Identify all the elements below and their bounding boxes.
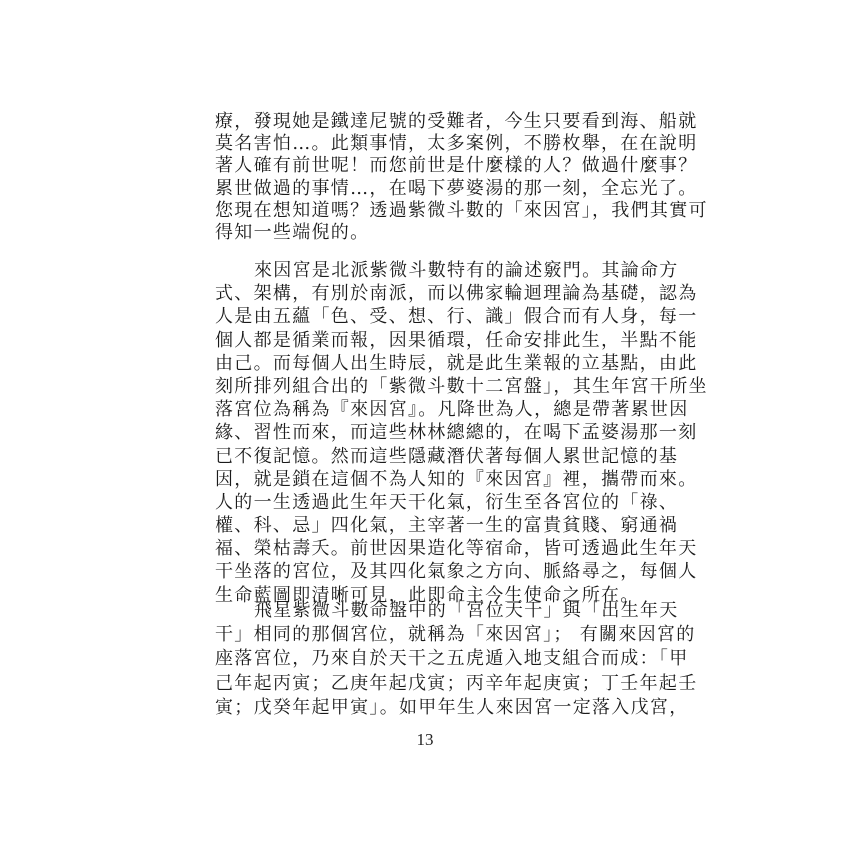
- text-line: 得知一些端倪的。: [215, 221, 370, 243]
- text-line: 權、科、忌」四化氣，主宰著一生的富貴貧賤、窮通禍: [215, 515, 679, 537]
- paragraph-3: [215, 599, 698, 720]
- paragraph-2: [215, 259, 708, 607]
- text-line: 福、榮枯壽夭。前世因果造化等宿命，皆可透過此生年天: [215, 538, 698, 560]
- text-line: 個人都是循業而報，因果循環，任命安排此生，半點不能: [215, 329, 698, 351]
- text-line: 生命藍圖即清晰可見，此即命主今生使命之所在。: [215, 584, 640, 606]
- text-line: 人的一生透過此生年天干化氣，衍生至各宮位的「祿、: [215, 491, 679, 513]
- text-line: 干坐落的宮位，及其四化氣象之方向、脈絡尋之，每個人: [215, 561, 698, 583]
- text-line: 寅；戊癸年起甲寅」。如甲年生人來因宮一定落入戊宮，: [215, 696, 689, 718]
- text-line: 刻所排列組合出的「紫微斗數十二宮盤」，其生年宮干所坐: [215, 375, 708, 397]
- text-line: 座落宮位，乃來自於天干之五虎遁入地支組合而成：「甲: [215, 648, 689, 670]
- text-line: 飛星紫微斗數命盤中的「宮位天干」與「出生年天: [254, 600, 679, 621]
- text-line: 莫名害怕…。此類事情，太多案例，不勝枚舉，在在說明: [215, 133, 698, 155]
- text-line: 落宮位為稱為『來因宮』。凡降世為人，總是帶著累世因: [215, 399, 689, 421]
- text-line: 干」相同的那個宮位，就稱為「來因宮」； 有關來因宮的: [215, 624, 696, 646]
- text-line: 人是由五蘊「色、受、想、行、識」假合而有人身，每一: [215, 306, 698, 328]
- text-line: 來因宮是北派紫微斗數特有的論述竅門。其論命方: [254, 260, 679, 281]
- paragraph-1: [215, 111, 708, 244]
- text-line: 著人確有前世呢！而您前世是什麼樣的人？做過什麼事？: [215, 155, 698, 177]
- page-number: 13: [416, 730, 434, 749]
- text-line: 式、架構，有別於南派，而以佛家輪迴理論為基礎，認為: [215, 283, 698, 305]
- text-line: 您現在想知道嗎？透過紫微斗數的「來因宮」，我們其實可: [215, 199, 708, 221]
- text-line: 由己。而每個人出生時辰，就是此生業報的立基點，由此: [215, 352, 698, 374]
- text-line: 己年起丙寅；乙庚年起戊寅；丙辛年起庚寅；丁壬年起壬: [215, 672, 698, 694]
- text-line: 療，發現她是鐵達尼號的受難者，今生只要看到海、船就: [215, 111, 698, 132]
- text-line: 因，就是鎖在這個不為人知的『來因宮』裡，攜帶而來。: [215, 468, 698, 490]
- text-line: 已不復記憶。然而這些隱藏潛伏著每個人累世記憶的基: [215, 445, 679, 467]
- text-line: 緣、習性而來，而這些林林總總的，在喝下孟婆湯那一刻: [215, 422, 698, 444]
- text-line: 累世做過的事情…，在喝下夢婆湯的那一刻，全忘光了。: [215, 177, 698, 199]
